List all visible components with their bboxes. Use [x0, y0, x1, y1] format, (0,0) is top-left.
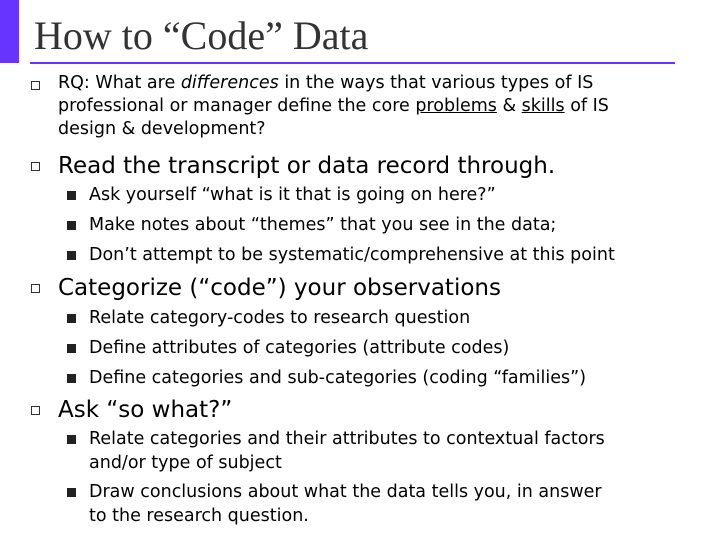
sub-bullet: Define attributes of categories (attribute codes) — [89, 338, 510, 358]
sub-bullet: Make notes about “themes” that you see in the data; — [89, 215, 557, 235]
filled-square-bullet-icon — [67, 251, 76, 260]
hollow-square-bullet-icon — [31, 406, 40, 415]
filled-square-bullet-icon — [67, 344, 76, 353]
bullet-so-what: Ask “so what?” — [58, 397, 233, 423]
sub-bullet-line: and/or type of subject — [89, 453, 282, 473]
filled-square-bullet-icon — [67, 435, 76, 444]
sub-bullet: Define categories and sub-categories (coding “families”) — [89, 368, 587, 388]
hollow-square-bullet-icon — [31, 162, 40, 171]
filled-square-bullet-icon — [67, 374, 76, 383]
filled-square-bullet-icon — [67, 221, 76, 230]
filled-square-bullet-icon — [67, 314, 76, 323]
hollow-square-bullet-icon — [31, 81, 40, 90]
title-rule — [30, 62, 675, 64]
skills-underlined: skills — [521, 96, 565, 116]
slide-title: How to “Code” Data — [34, 13, 369, 58]
bullet-read-transcript: Read the transcript or data record through. — [58, 153, 556, 179]
rq-line-2-text: professional or manager define the core — [58, 96, 416, 116]
filled-square-bullet-icon — [67, 191, 76, 200]
rq-emphasis: differences — [180, 73, 279, 93]
sub-bullet: Relate category-codes to research question — [89, 308, 471, 328]
rq-bullet-text — [58, 72, 609, 141]
rq-line-2-end: of IS — [564, 96, 609, 116]
sub-bullet-line: Draw conclusions about what the data tells you, in answer — [89, 482, 602, 502]
rq-text-prefix: RQ: What are — [58, 73, 181, 93]
rq-line-1 — [58, 72, 609, 95]
accent-bar — [0, 0, 19, 63]
sub-bullet-line: Relate categories and their attributes to contextual factors — [89, 429, 605, 449]
sub-bullet: Ask yourself “what is it that is going on here?” — [89, 185, 496, 205]
hollow-square-bullet-icon — [31, 284, 40, 293]
rq-text-rest: in the ways that various types of IS — [278, 73, 594, 93]
rq-line-2 — [58, 95, 609, 118]
sub-bullet — [89, 427, 605, 475]
rq-ampersand: & — [496, 96, 522, 116]
sub-bullet-line: to the research question. — [89, 506, 309, 526]
bullet-categorize: Categorize (“code”) your observations — [58, 275, 501, 301]
problems-underlined: problems — [415, 96, 497, 116]
rq-line-3: design & development? — [58, 119, 266, 139]
sub-bullet: Don’t attempt to be systematic/comprehensive at this point — [89, 245, 615, 265]
sub-bullet — [89, 480, 602, 528]
filled-square-bullet-icon — [67, 488, 76, 497]
